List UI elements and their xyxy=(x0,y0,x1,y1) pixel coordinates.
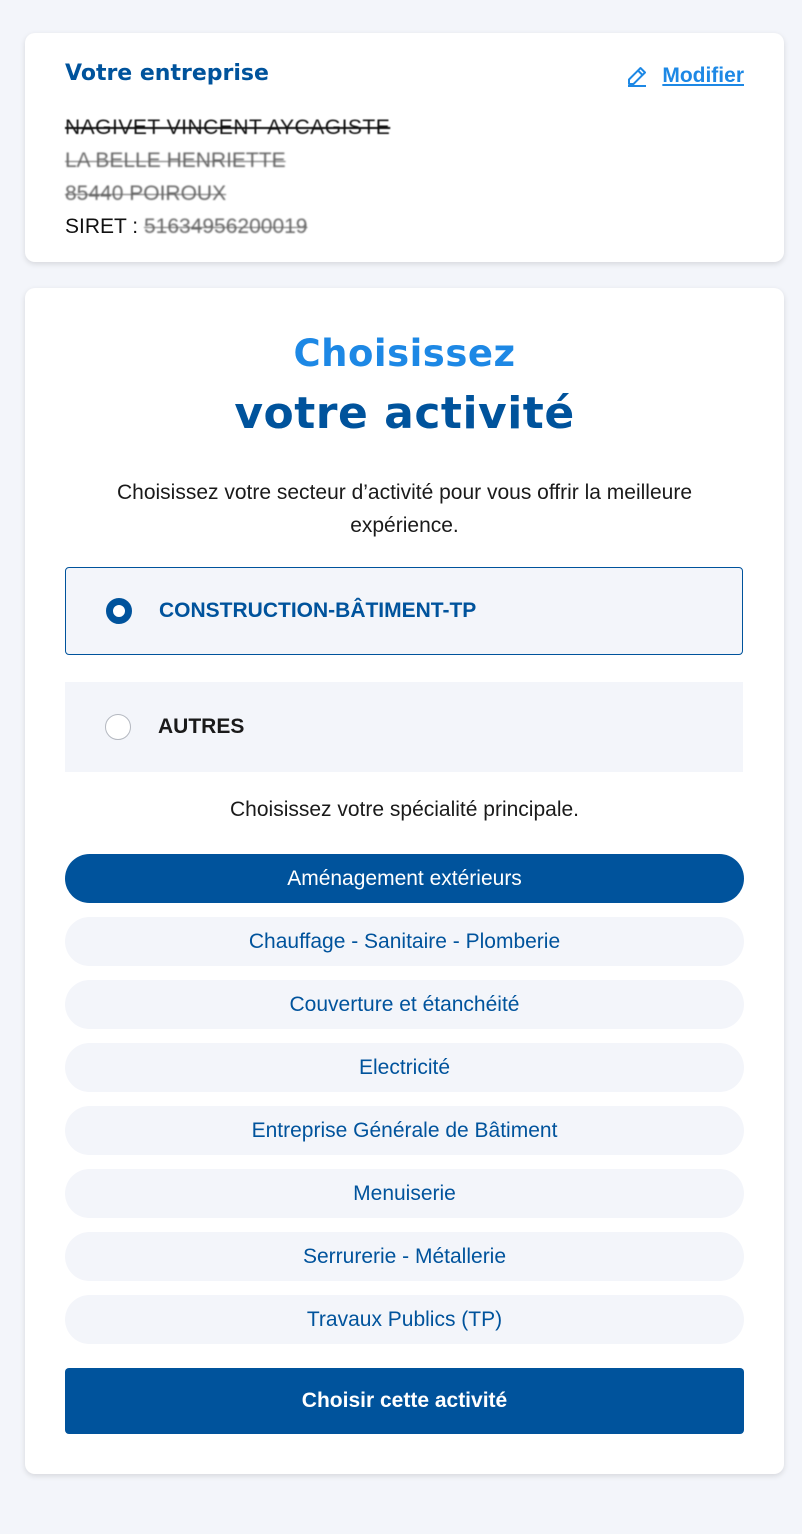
speciality-title: Choisissez votre spécialité principale. xyxy=(230,798,579,821)
option-label: AUTRES xyxy=(158,715,245,738)
pencil-icon xyxy=(626,65,648,87)
siret-label: SIRET : xyxy=(65,215,144,238)
company-card xyxy=(25,33,784,262)
speciality-list xyxy=(65,854,744,1358)
siret-value: 51634956200019 xyxy=(143,215,308,238)
speciality-serrurerie[interactable]: Serrurerie - Métallerie xyxy=(65,1232,744,1281)
radio-selected-icon[interactable] xyxy=(106,598,132,624)
speciality-couverture[interactable]: Couverture et étanchéité xyxy=(65,980,744,1029)
activity-card xyxy=(25,288,784,1474)
speciality-menuiserie[interactable]: Menuiserie xyxy=(65,1169,744,1218)
speciality-travaux-publics[interactable]: Travaux Publics (TP) xyxy=(65,1295,744,1344)
option-construction[interactable] xyxy=(65,567,743,655)
company-title: Votre entreprise xyxy=(65,61,269,86)
company-address-line2: 85440 POIROUX xyxy=(65,182,227,205)
company-details xyxy=(65,111,390,243)
heading-line1: Choisissez xyxy=(293,332,516,375)
heading-line2: votre activité xyxy=(234,388,575,439)
modify-link[interactable] xyxy=(626,64,744,88)
option-autres[interactable] xyxy=(65,682,743,772)
radio-unselected-icon[interactable] xyxy=(105,714,131,740)
company-address-line1: LA BELLE HENRIETTE xyxy=(65,149,286,172)
speciality-amenagement[interactable]: Aménagement extérieurs xyxy=(65,854,744,903)
choose-activity-button[interactable]: Choisir cette activité xyxy=(65,1368,744,1434)
intro-text: Choisissez votre secteur d’activité pour vous offrir la meilleure expérience. xyxy=(116,481,693,537)
speciality-chauffage[interactable]: Chauffage - Sanitaire - Plomberie xyxy=(65,917,744,966)
speciality-entreprise-generale[interactable]: Entreprise Générale de Bâtiment xyxy=(65,1106,744,1155)
company-name: NAGIVET VINCENT AYCAGISTE xyxy=(65,116,391,139)
modify-label: Modifier xyxy=(662,64,744,87)
option-label: CONSTRUCTION-BÂTIMENT-TP xyxy=(159,599,477,622)
speciality-electricite[interactable]: Electricité xyxy=(65,1043,744,1092)
